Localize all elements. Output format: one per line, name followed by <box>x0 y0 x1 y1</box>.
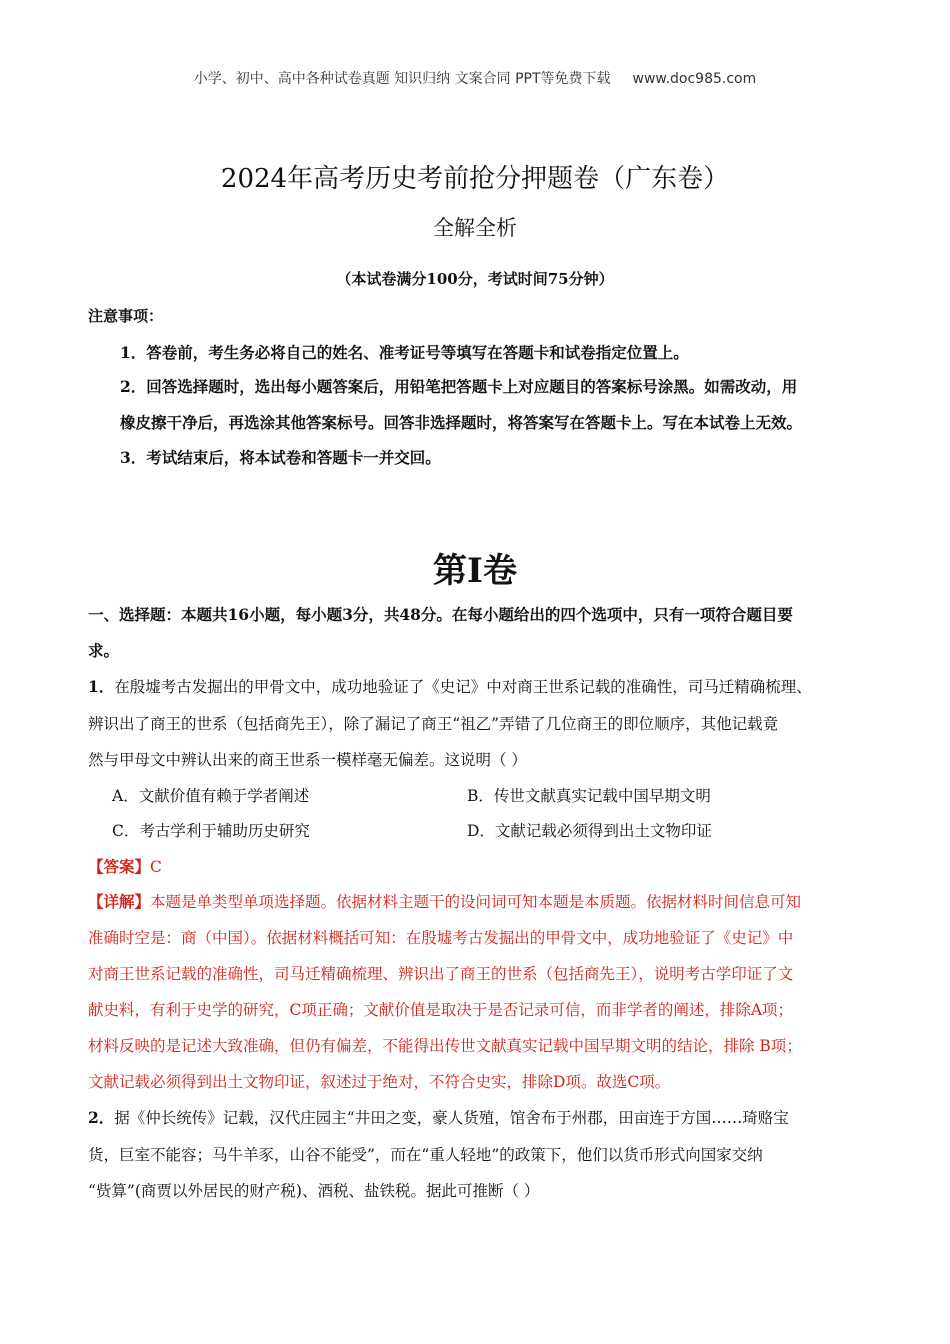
section-title: 第Ⅰ卷 <box>433 551 517 591</box>
exam-subtitle: 全解全析 <box>433 216 517 240</box>
section-intro: 求。 <box>88 641 120 660</box>
q1-stem-line <box>88 675 812 697</box>
q1-option-d: D．文献记载必须得到出土文物印证 <box>467 822 712 840</box>
q1-detail-line: 文献记载必须得到出土文物印证，叙述过于绝对，不符合史实，排除D项。故选C项。 <box>88 1073 671 1091</box>
notice-item: 橡皮擦干净后，再选涂其他答案标号。回答非选择题时，将答案写在答题卡上。写在本试卷上无效。 <box>120 413 803 432</box>
q1-answer <box>88 855 162 877</box>
q1-stem-text: 在殷墟考古发掘出的甲骨文中，成功地验证了《史记》中对商王世系记载的准确性，司马迁精确梳理、 <box>114 678 812 696</box>
q1-stem-line: 然与甲母文中辨认出来的商王世系一模样毫无偏差。这说明（ ） <box>88 751 527 769</box>
notice-item: 1．答卷前，考生务必将自己的姓名、准考证号等填写在答题卡和试卷指定位置上。 <box>120 343 689 362</box>
q1-detail-line: 准确时空是：商（中国）。依据材料概括可知：在殷墟考古发掘出的甲骨文中，成功地验证了《史记》中 <box>88 929 794 947</box>
q1-option-c: C．考古学利于辅助历史研究 <box>112 822 310 840</box>
q1-detail-line: 材料反映的是记述大致准确，但仍有偏差，不能得出传世文献真实记载中国早期文明的结论，排除 B项； <box>88 1037 802 1055</box>
detail-text: 本题是单类型单项选择题。依据材料主题干的设问词可知本题是本质题。依据材料时间信息可知 <box>150 893 802 911</box>
q1-detail-line: 献史料，有利于史学的研究，C项正确；文献价值是取决于是否记录可信，而非学者的阐述，排除A项； <box>88 1001 794 1019</box>
q2-stem-line: 货，巨室不能容；马牛羊豕，山谷不能受”，而在“重人轻地”的政策下，他们以货币形式向国家交纳 <box>88 1146 763 1164</box>
answer-value: C <box>150 858 162 876</box>
section-intro: 一、选择题：本题共16小题，每小题3分，共48分。在每小题给出的四个选项中，只有一项符合题目要 <box>88 605 793 624</box>
q2-stem-line <box>88 1106 789 1128</box>
q1-stem-line: 辨识出了商王的世系（包括商先王），除了漏记了商王“祖乙”弄错了几位商王的即位顺序，其他记载竟 <box>88 715 779 733</box>
exam-score-time: （本试卷满分100分，考试时间75分钟） <box>336 270 614 288</box>
notice-item: 3．考试结束后，将本试卷和答题卡一并交回。 <box>120 448 441 467</box>
page-header <box>0 68 950 88</box>
header-tagline: 小学、初中、高中各种试卷真题 知识归纳 文案合同 PPT等免费下载 <box>193 71 611 87</box>
notice-item: 2．回答选择题时，选出每小题答案后，用铅笔把答题卡上对应题目的答案标号涂黑。如需改动，用 <box>120 377 798 396</box>
q1-detail-line: 对商王世系记载的准确性，司马迁精确梳理、辨识出了商王的世系（包括商先王），说明考古学印证了文 <box>88 965 794 983</box>
q1-detail-line <box>88 890 801 912</box>
q1-option-a: A．文献价值有赖于学者阐述 <box>112 787 310 805</box>
detail-label: 【详解】 <box>88 892 151 911</box>
q1-option-b: B．传世文献真实记载中国早期文明 <box>467 787 711 805</box>
q2-stem-text: 据《仲长统传》记载，汉代庄园主“井田之变，豪人货殖，馆舍布于州郡，田亩连于方国……琦赂宝 <box>114 1109 789 1127</box>
answer-label: 【答案】 <box>88 857 151 876</box>
q2-stem-line: “赀算”(商贾以外居民的财产税)、酒税、盐铁税。据此可推断（ ） <box>88 1182 540 1200</box>
q2-number: 2． <box>88 1108 115 1127</box>
exam-title: 2024年高考历史考前抢分押题卷（广东卷） <box>220 164 730 194</box>
header-url[interactable]: www.doc985.com <box>632 71 757 87</box>
notice-heading: 注意事项： <box>88 307 164 325</box>
q1-number: 1． <box>88 677 115 696</box>
